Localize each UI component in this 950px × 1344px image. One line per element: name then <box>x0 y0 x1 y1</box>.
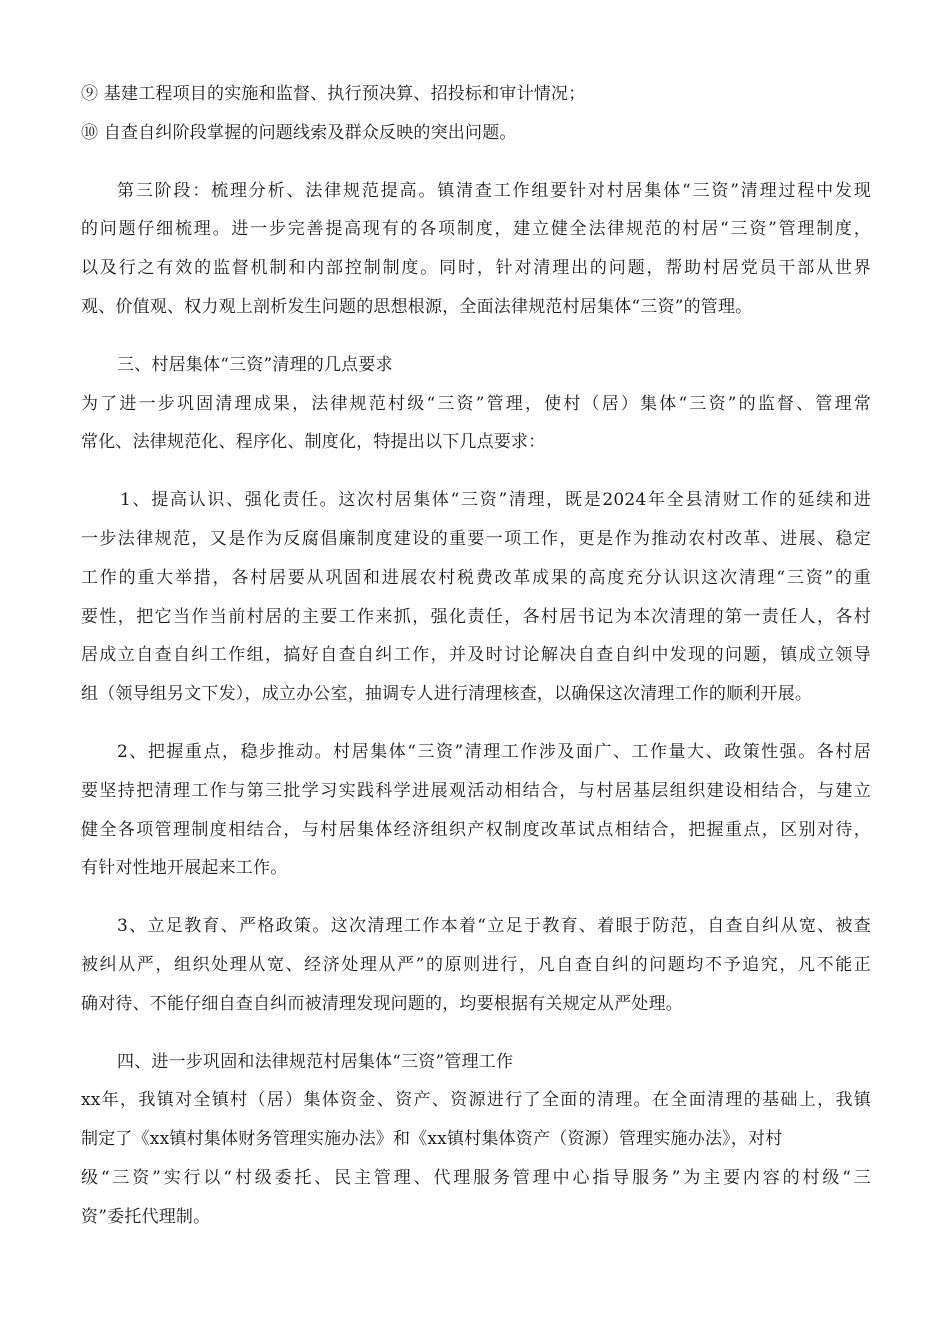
text-line: 有针对性地开展起来工作。 <box>81 858 288 878</box>
text-line: 为了进一步巩固清理成果，法律规范村级“三资”管理，使村（居）集体“三资”的监督、管理常 <box>81 394 871 414</box>
text-line: 1、提高认识、强化责任。这次村居集体“三资”清理，既是2024年全县清财工作的延续和进 <box>120 490 871 510</box>
text-line: xx年，我镇对全镇村（居）集体资金、资产、资源进行了全面的清理。在全面清理的基础上，我镇 <box>81 1090 871 1110</box>
text-line: 第三阶段：梳理分析、法律规范提高。镇清查工作组要针对村居集体“三资”清理过程中发现 <box>117 181 871 201</box>
text-line: 常化、法律规范化、程序化、制度化，特提出以下几点要求： <box>81 432 546 452</box>
text-line: 的问题仔细梳理。进一步完善提高现有的各项制度，建立健全法律规范的村居“三资”管理制度， <box>81 219 871 239</box>
text-line: 被纠从严，组织处理从宽、经济处理从严”的原则进行，凡自查自纠的问题均不予追究，凡不能正 <box>81 955 871 975</box>
text-line: 资”委托代理制。 <box>81 1207 211 1227</box>
section-heading: 三、村居集体“三资”清理的几点要求 <box>117 355 393 375</box>
text-line: 制定了《xx镇村集体财务管理实施办法》和《xx镇村集体资产（资源）管理实施办法》，对村 <box>81 1129 783 1149</box>
text-line: 组（领导组另文下发），成立办公室，抽调专人进行清理核查，以确保这次清理工作的顺利开展。 <box>81 684 813 704</box>
text-line: 工作的重大举措，各村居要从巩固和进展农村税费改革成果的高度充分认识这次清理“三资”的重 <box>81 568 871 588</box>
text-line: 健全各项管理制度相结合，与村居集体经济组织产权制度改革试点相结合，把握重点，区别对待， <box>81 820 871 840</box>
text-line: ⑩ 自查自纠阶段掌握的问题线索及群众反映的突出问题。 <box>81 123 517 143</box>
section-heading: 四、进一步巩固和法律规范村居集体“三资”管理工作 <box>117 1052 514 1072</box>
text-line: 确对待、不能仔细自查自纠而被清理发现问题的，均要根据有关规定从严处理。 <box>81 994 683 1014</box>
text-line: 居成立自查自纠工作组，搞好自查自纠工作，并及时讨论解决自查自纠中发现的问题，镇成立领导 <box>81 645 871 665</box>
text-line: 级“三资”实行以“村级委托、民主管理、代理服务管理中心指导服务”为主要内容的村级“三 <box>81 1168 871 1188</box>
text-line: 2、把握重点，稳步推动。村居集体“三资”清理工作涉及面广、工作量大、政策性强。各村居 <box>117 742 871 762</box>
text-line: 要坚持把清理工作与第三批学习实践科学进展观活动相结合，与村居基层组织建设相结合，与建立 <box>81 781 871 801</box>
text-line: 一步法律规范，又是作为反腐倡廉制度建设的重要一项工作，更是作为推动农村改革、进展、稳定 <box>81 529 871 549</box>
text-line: 观、价值观、权力观上剖析发生问题的思想根源，全面法律规范村居集体“三资”的管理。 <box>81 297 753 317</box>
text-line: ⑨ 基建工程项目的实施和监督、执行预决算、招投标和审计情况； <box>81 84 586 104</box>
text-line: 以及行之有效的监督机制和内部控制制度。同时，针对清理出的问题，帮助村居党员干部从世界 <box>81 258 871 278</box>
text-line: 3、立足教育、严格政策。这次清理工作本着“立足于教育、着眼于防范，自查自纠从宽、被查 <box>117 916 871 936</box>
text-line: 要性，把它当作当前村居的主要工作来抓，强化责任，各村居书记为本次清理的第一责任人，各村 <box>81 607 871 627</box>
